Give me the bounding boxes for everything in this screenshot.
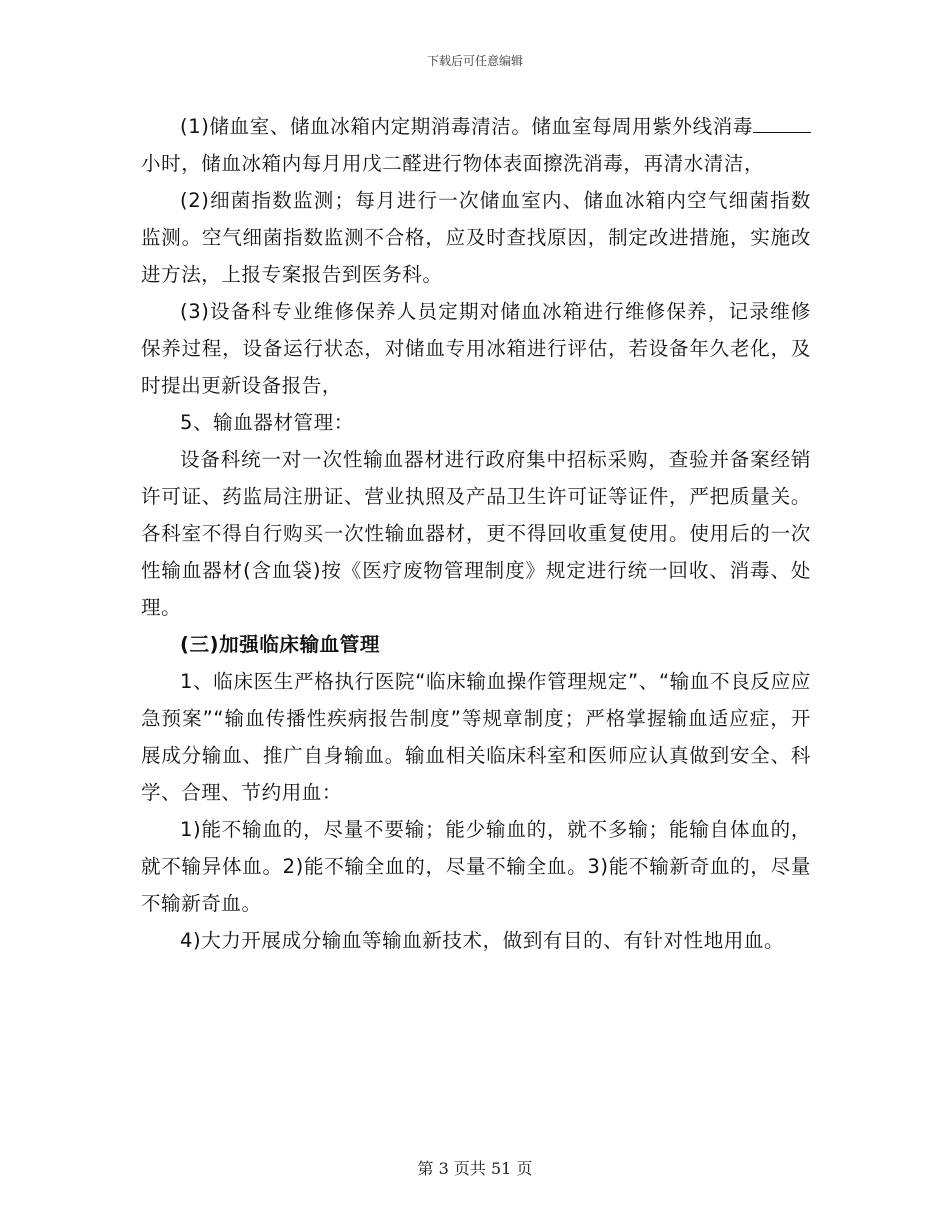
page-header: 下载后可任意编辑 — [426, 54, 523, 68]
paragraph-disinfection — [141, 108, 811, 182]
section-heading-clinical: (三)加强临床输血管理 — [180, 633, 380, 656]
paragraph-bacteria-monitoring: (2)细菌指数监测；每月进行一次储血室内、储血冰箱内空气细菌指数监测。空气细菌指数监测不合格，应及时查找原因，制定改进措施，实施改进方法，上报专案报告到医务科。 — [141, 189, 811, 286]
page-number: 第 3 页共 51 页 — [417, 1159, 533, 1178]
paragraph-equipment-management: 设备科统一对一次性输血器材进行政府集中招标采购，查验并备案经销许可证、药监局注册证、营业执照及产品卫生许可证等证件，严把质量关。各科室不得自行购买一次性输血器材，更不得回收重复使用。使用后的一次性输血器材(含血袋)按《医疗废物管理制度》规定进行统一回收、消毒、处理。 — [141, 448, 811, 619]
paragraph-text: 小时，储血冰箱内每月用戊二醛进行物体表面擦洗消毒，再清水清洁， — [141, 152, 765, 175]
paragraph-maintenance: (3)设备科专业维修保养人员定期对储血冰箱进行维修保养，记录维修保养过程，设备运行状态，对储血专用冰箱进行评估，若设备年久老化，及时提出更新设备报告， — [141, 300, 811, 397]
paragraph-clinical-rules: 1、临床医生严格执行医院“临床输血操作管理规定”、“输血不良反应应急预案”“输血传播性疾病报告制度”等规章制度；严格掌握输血适应症，开展成分输血、推广自身输血。输血相关临床科室和医师应认真做到安全、科学、合理、节约用血： — [141, 670, 811, 804]
paragraph-text: (1)储血室、储血冰箱内定期消毒清洁。储血室每周用紫外线消毒 — [180, 115, 753, 138]
section-heading-equipment: 5、输血器材管理： — [180, 411, 354, 434]
paragraph-component-transfusion: 4)大力开展成分输血等输血新技术，做到有目的、有针对性地用血。 — [180, 929, 785, 952]
fill-in-blank — [753, 131, 811, 133]
paragraph-principles: 1)能不输血的，尽量不要输；能少输血的，就不多输；能输自体血的，就不输异体血。2)能不输全血的，尽量不输全血。3)能不输新奇血的，尽量不输新奇血。 — [141, 818, 811, 915]
document-body — [141, 108, 811, 959]
